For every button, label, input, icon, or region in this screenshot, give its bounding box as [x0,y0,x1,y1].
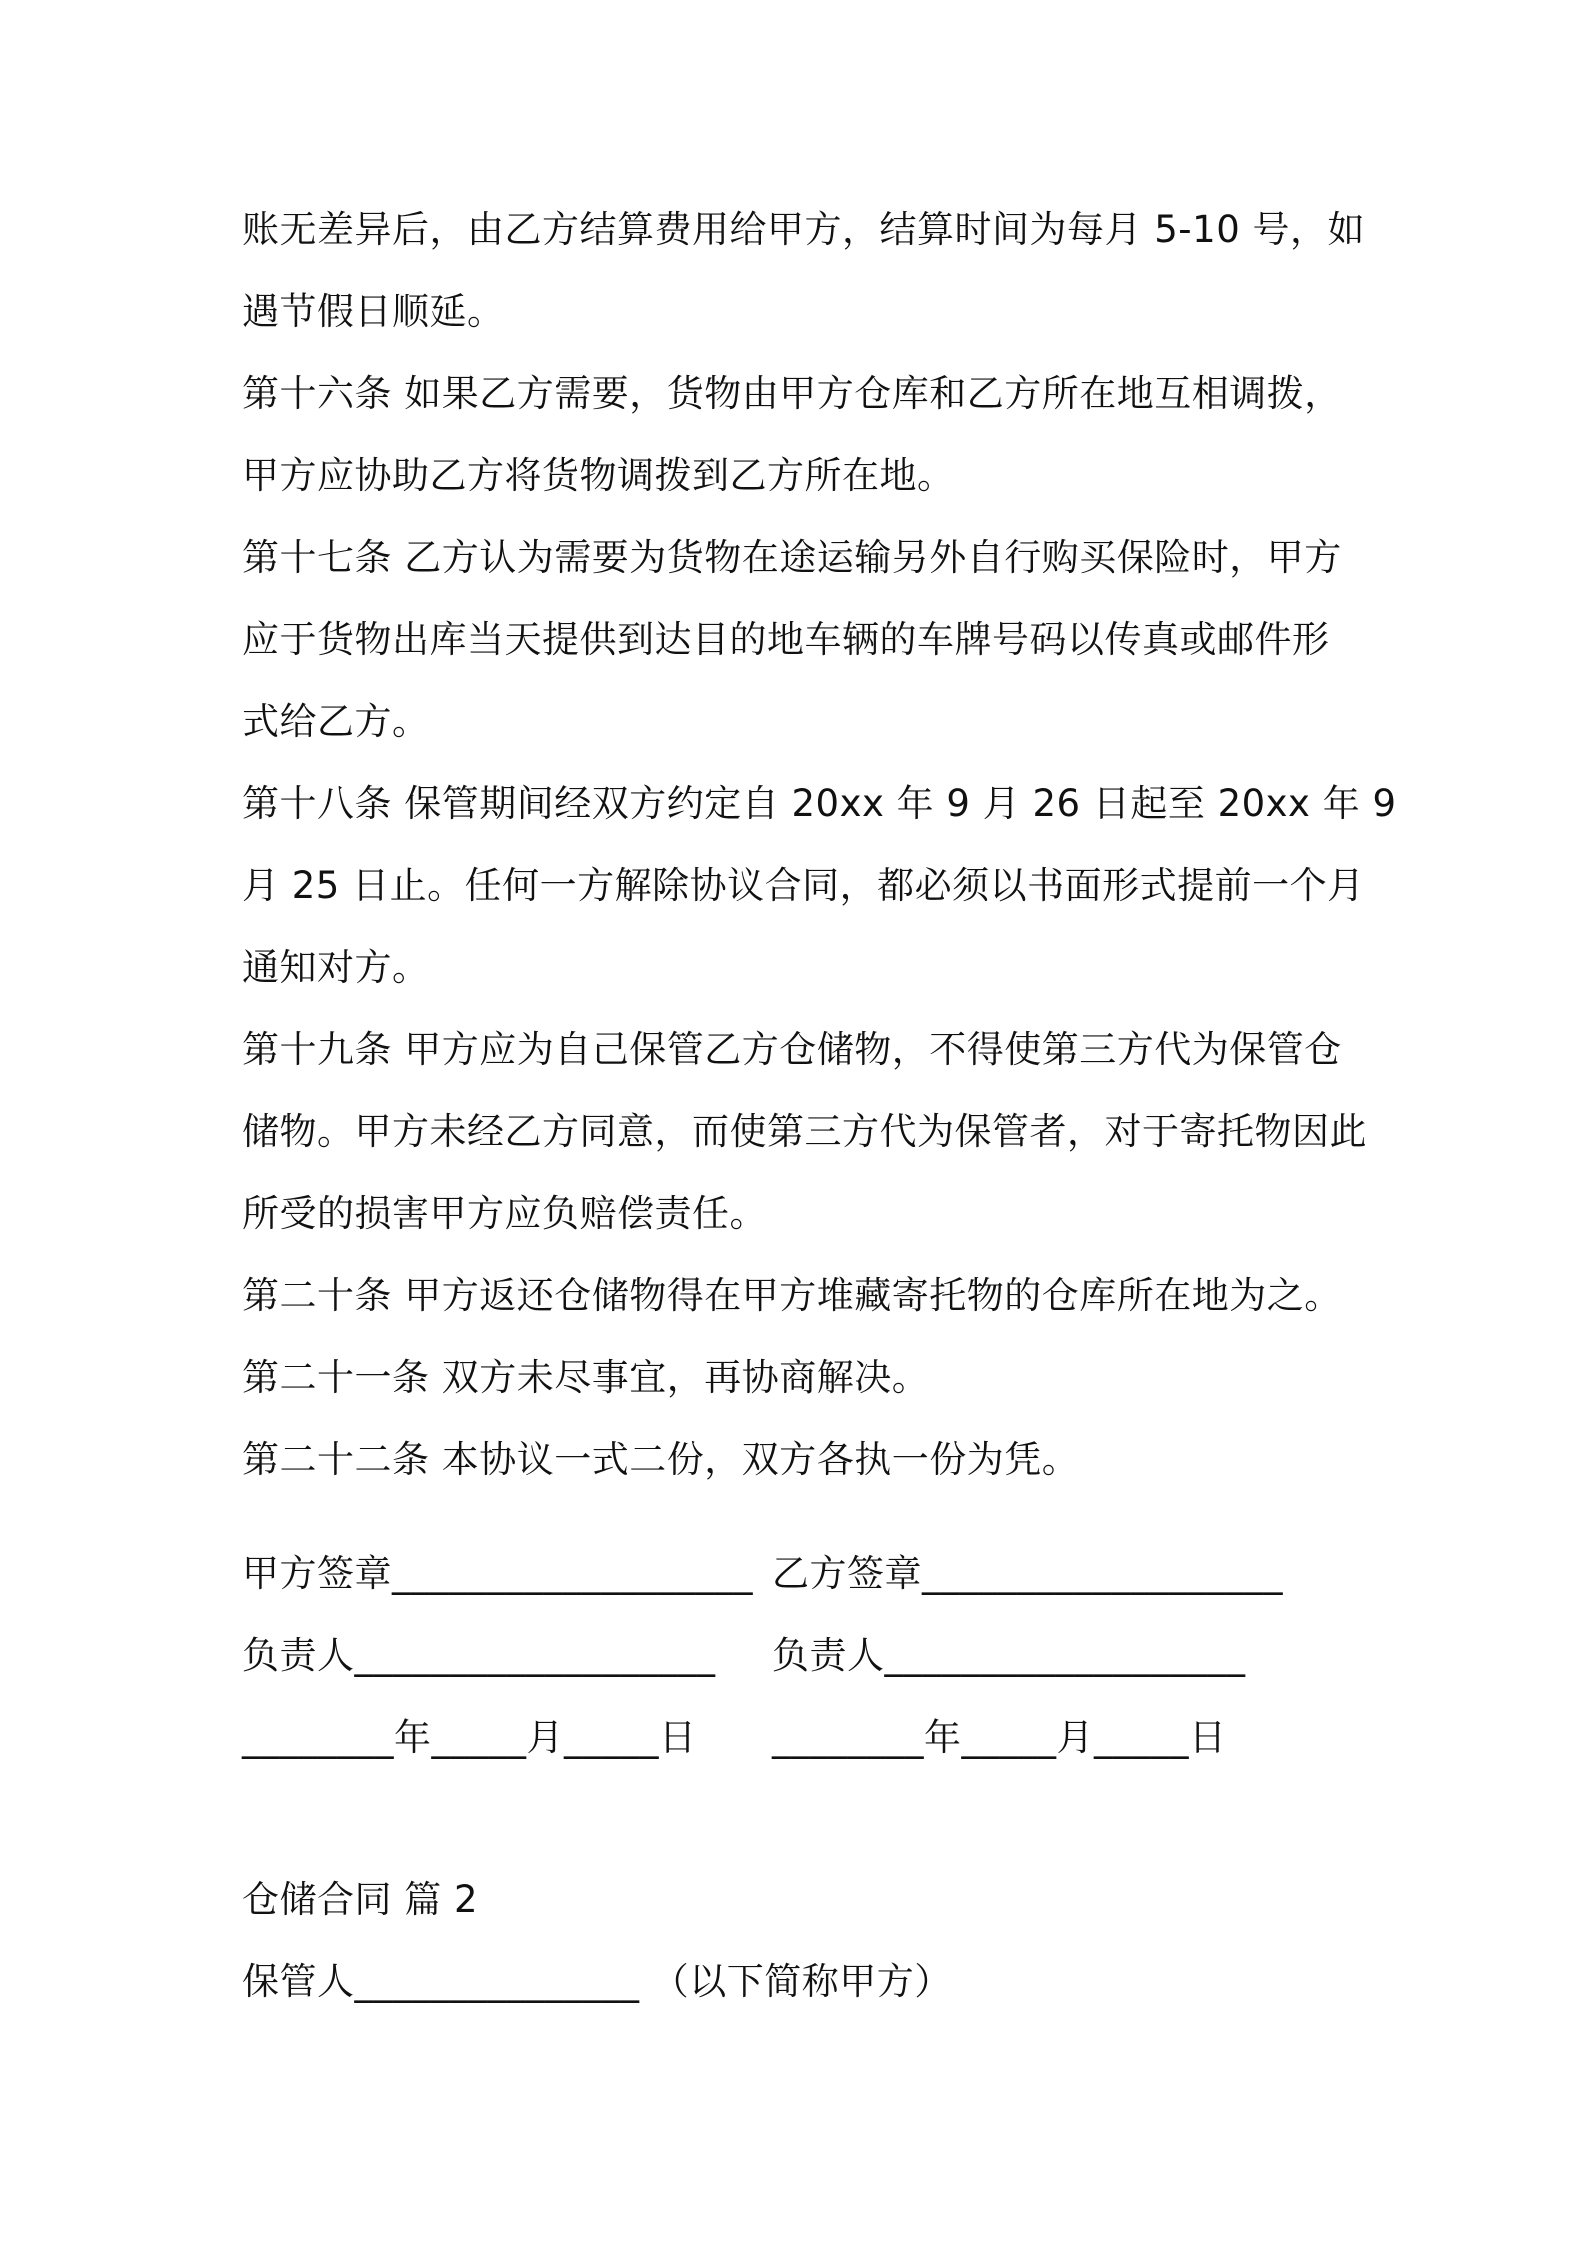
article-16: 第十六条 如果乙方需要，货物由甲方仓库和乙方所在地互相调拨， [242,372,1342,415]
party-a-seal-field: 甲方签章___________________ [242,1552,753,1595]
party-b-person-field: 负责人___________________ [772,1634,1246,1677]
article-20: 第二十条 甲方返还仓储物得在甲方堆藏寄托物的仓库所在地为之。 [242,1274,1342,1317]
text-line: 甲方应协助乙方将货物调拨到乙方所在地。 [242,454,955,497]
text-line: 所受的损害甲方应负赔偿责任。 [242,1192,767,1235]
party-a-person-field: 负责人___________________ [242,1634,716,1677]
article-17: 第十七条 乙方认为需要为货物在途运输另外自行购买保险时，甲方 [242,536,1342,579]
article-19: 第十九条 甲方应为自己保管乙方仓储物，不得使第三方代为保管仓 [242,1028,1342,1071]
text-line: 储物。甲方未经乙方同意，而使第三方代为保管者，对于寄托物因此 [242,1110,1367,1153]
party-b-date-field: ________年_____月_____日 [772,1716,1227,1759]
text-line: 账无差异后，由乙方结算费用给甲方，结算时间为每月 5-10 号，如 [242,208,1365,251]
text-line: 式给乙方。 [242,700,430,743]
section-title: 仓储合同 篇 2 [242,1878,479,1921]
text-line: 月 25 日止。任何一方解除协议合同，都必须以书面形式提前一个月 [242,864,1365,907]
party-a-date-field: ________年_____月_____日 [242,1716,697,1759]
text-line: 遇节假日顺延。 [242,290,505,333]
party-b-seal-field: 乙方签章___________________ [772,1552,1283,1595]
article-18: 第十八条 保管期间经双方约定自 20xx 年 9 月 26 日起至 20xx 年 9 [242,782,1397,825]
article-21: 第二十一条 双方未尽事宜，再协商解决。 [242,1356,930,1399]
custodian-field: 保管人_______________ （以下简称甲方） [242,1960,952,2003]
article-22: 第二十二条 本协议一式二份，双方各执一份为凭。 [242,1438,1080,1481]
text-line: 应于货物出库当天提供到达目的地车辆的车牌号码以传真或邮件形 [242,618,1330,661]
text-line: 通知对方。 [242,946,430,989]
